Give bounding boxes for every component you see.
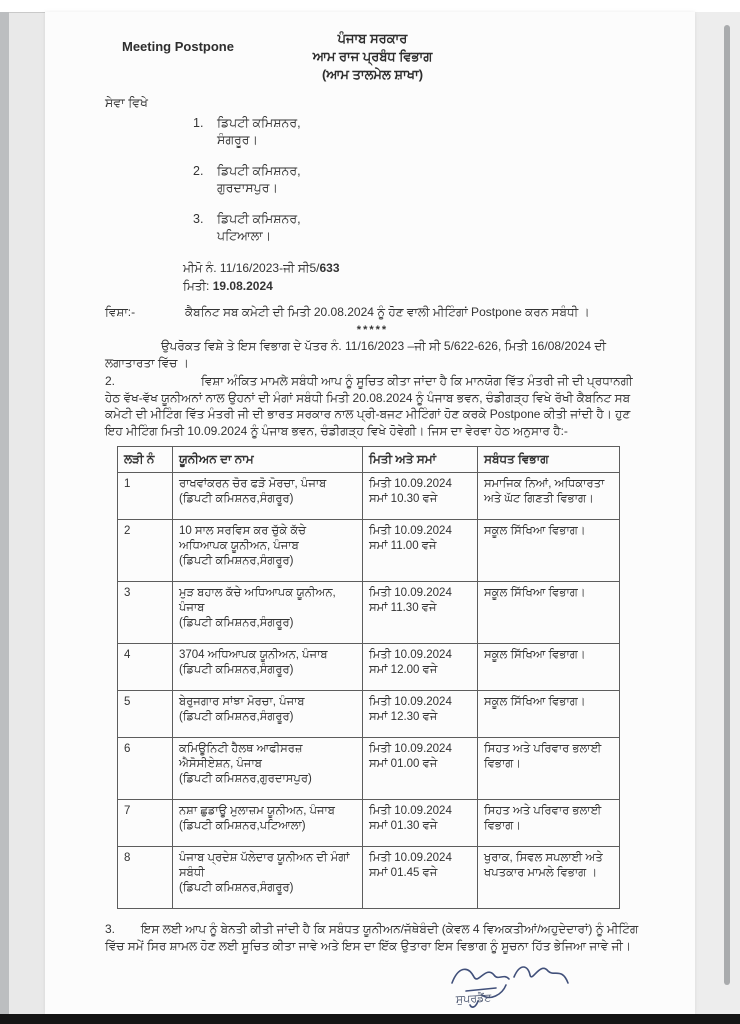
cell-union bbox=[173, 691, 363, 738]
addressee-text bbox=[217, 163, 301, 197]
addressee-title: ਡਿਪਟੀ ਕਮਿਸ਼ਨਰ, bbox=[217, 212, 301, 226]
cell-serial: 1 bbox=[118, 473, 173, 520]
letter-page bbox=[45, 12, 695, 1014]
addressee-district: ਪਟਿਆਲਾ। bbox=[217, 229, 272, 243]
subject-text: ਕੈਬਨਿਟ ਸਬ ਕਮੇਟੀ ਦੀ ਮਿਤੀ 20.08.2024 ਨੂੰ ਹੋਣ ਵਾਲੀ ਮੀਟਿੰਗਾਂ Postpone ਕਰਨ ਸਬੰਧੀ । bbox=[185, 305, 590, 319]
meeting-time: ਸਮਾਂ 01.45 ਵਜੇ bbox=[369, 867, 438, 879]
vertical-scrollbar[interactable] bbox=[724, 25, 730, 985]
union-office: (ਡਿਪਟੀ ਕਮਿਸ਼ਨਰ,ਗੁਰਦਾਸਪੁਰ) bbox=[179, 773, 312, 785]
cell-date-time bbox=[363, 520, 478, 582]
union-office: (ਡਿਪਟੀ ਕਮਿਸ਼ਨਰ,ਸੰਗਰੂਰ) bbox=[179, 617, 294, 629]
separator-stars: ***** bbox=[356, 324, 389, 336]
header-serial: ਲੜੀ ਨੰ bbox=[118, 447, 173, 473]
cell-union bbox=[173, 800, 363, 847]
memo-number-prefix: ਮੀਮੋ ਨੰ. 11/16/2023-ਜੀ ਸੀ5/ bbox=[183, 261, 320, 275]
memo-date bbox=[183, 277, 640, 295]
union-office: (ਡਿਪਟੀ ਕਮਿਸ਼ਨਰ,ਸੰਗਰੂਰ) bbox=[179, 711, 294, 723]
cell-serial: 8 bbox=[118, 847, 173, 909]
subject-label: ਵਿਸ਼ਾ:- bbox=[105, 305, 136, 319]
list-item bbox=[193, 115, 640, 149]
addressee-number: 2. bbox=[193, 164, 204, 178]
memo-block bbox=[183, 259, 640, 295]
cell-date-time bbox=[363, 800, 478, 847]
cell-department: ਸਮਾਜਿਕ ਨਿਆਂ, ਅਧਿਕਾਰਤਾ ਅਤੇ ਘੱਟ ਗਿਣਤੀ ਵਿਭਾਗ। bbox=[478, 473, 620, 520]
addressee-text bbox=[217, 115, 301, 149]
addressee-number: 3. bbox=[193, 212, 204, 226]
cell-date-time bbox=[363, 473, 478, 520]
memo-date-label: ਮਿਤੀ: bbox=[183, 279, 213, 293]
meeting-time: ਸਮਾਂ 10.30 ਵਜੇ bbox=[369, 493, 438, 505]
union-office: (ਡਿਪਟੀ ਕਮਿਸ਼ਨਰ,ਪਟਿਆਲਾ) bbox=[179, 820, 306, 832]
meeting-date: ਮਿਤੀ 10.09.2024 bbox=[369, 525, 452, 537]
union-name: ਪੰਜਾਬ ਪ੍ਰਦੇਸ਼ ਪੱਲੇਦਾਰ ਯੂਨੀਅਨ ਦੀ ਮੰਗਾਂ ਸਬੰਧੀ bbox=[179, 852, 350, 879]
meeting-time: ਸਮਾਂ 11.30 ਵਜੇ bbox=[369, 602, 437, 614]
cell-union bbox=[173, 847, 363, 909]
meeting-date: ਮਿਤੀ 10.09.2024 bbox=[369, 587, 452, 599]
signature bbox=[444, 955, 576, 1013]
scan-left-edge bbox=[0, 12, 9, 1014]
document-tag-label: Meeting Postpone bbox=[122, 39, 234, 54]
signatory-title-text: ਸੁਪਰਡੈਂਟ bbox=[455, 992, 492, 1006]
table-row bbox=[118, 691, 620, 738]
table-row bbox=[118, 473, 620, 520]
meeting-schedule-table bbox=[117, 446, 620, 909]
addressee-text bbox=[217, 211, 301, 245]
header-union-name: ਯੂਨੀਅਨ ਦਾ ਨਾਮ bbox=[173, 447, 363, 473]
paragraph-2-text: ਵਿਸ਼ਾ ਅੰਕਿਤ ਮਾਮਲੇ ਸਬੰਧੀ ਆਪ ਨੂੰ ਸੂਚਿਤ ਕੀਤਾ ਜਾਂਦਾ ਹੈ ਕਿ ਮਾਨਯੋਗ ਵਿੱਤ ਮੰਤਰੀ ਜੀ ਦੀ ਪ੍ਰਧਾਨਗੀ ਹੇਠ ਵੱਖ-ਵੱਖ ਯੂਨੀਅਨਾਂ ਨਾਲ ਉਹਨਾਂ ਦੀ ਮੰਗਾਂ ਸਬੰਧੀ ਮਿਤੀ 20.08.2024 ਨੂੰ ਪੰਜਾਬ ਭਵਨ, ਚੰਡੀਗੜ੍ਹ ਵਿਖੇ ਰੱਖੀ ਕੈਬਨਿਟ ਸਬ ਕਮੇਟੀ ਦੀ ਮੀਟਿੰਗ ਵਿੱਤ ਮੰਤਰੀ ਜੀ ਦੀ ਭਾਰਤ ਸਰਕਾਰ ਨਾਲ ਪ੍ਰੀ-ਬਜਟ ਮੀਟਿੰਗਾਂ ਹੋਣ ਕਰਕੇ Postpone ਕੀਤੀ ਜਾਂਦੀ ਹੈ। ਹੁਣ ਇਹ ਮੀਟਿੰਗ ਮਿਤੀ 10.09.2024 ਨੂੰ ਪੰਜਾਬ ਭਵਨ, ਚੰਡੀਗੜ੍ਹ ਵਿਖੇ ਹੋਵੇਗੀ। ਜਿਸ ਦਾ ਵੇਰਵਾ ਹੇਠ ਅਨੁਸਾਰ ਹੈ:- bbox=[105, 374, 633, 438]
union-office: (ਡਿਪਟੀ ਕਮਿਸ਼ਨਰ,ਸੰਗਰੂਰ) bbox=[179, 555, 294, 567]
meeting-date: ਮਿਤੀ 10.09.2024 bbox=[369, 696, 452, 708]
paragraph-2-number: 2. bbox=[105, 374, 116, 388]
cell-union bbox=[173, 582, 363, 644]
table-row bbox=[118, 800, 620, 847]
union-name: ਮੁੜ ਬਹਾਲ ਕੱਚੇ ਅਧਿਆਪਕ ਯੂਨੀਅਨ, ਪੰਜਾਬ bbox=[179, 587, 336, 614]
union-name: ਬੇਰੁਜਗਾਰ ਸਾਂਝਾ ਮੋਰਚਾ, ਪੰਜਾਬ bbox=[179, 696, 305, 708]
list-item bbox=[193, 211, 640, 245]
cell-date-time bbox=[363, 644, 478, 691]
addressee-list bbox=[193, 115, 640, 245]
memo-number-serial: 633 bbox=[319, 261, 340, 275]
table-row bbox=[118, 520, 620, 582]
cell-date-time bbox=[363, 847, 478, 909]
addressee-title: ਡਿਪਟੀ ਕਮਿਸ਼ਨਰ, bbox=[217, 164, 301, 178]
meeting-date: ਮਿਤੀ 10.09.2024 bbox=[369, 649, 452, 661]
letterhead-government: ਪੰਜਾਬ ਸਰਕਾਰ bbox=[337, 31, 408, 46]
cell-date-time bbox=[363, 738, 478, 800]
cell-serial: 4 bbox=[118, 644, 173, 691]
cell-union bbox=[173, 473, 363, 520]
paragraph-3-text: ਇਸ ਲਈ ਆਪ ਨੂੰ ਬੇਨਤੀ ਕੀਤੀ ਜਾਂਦੀ ਹੈ ਕਿ ਸਬੰਧਤ ਯੂਨੀਅਨ/ਜੱਥੇਬੰਦੀ (ਕੇਵਲ 4 ਵਿਅਕਤੀਆਂ/ਅਹੁਦੇਦਾਰਾਂ) ਨੂੰ ਮੀਟਿੰਗ ਵਿੱਚ ਸਮੇਂ ਸਿਰ ਸ਼ਾਮਲ ਹੋਣ ਲਈ ਸੂਚਿਤ ਕੀਤਾ ਜਾਵੇ ਅਤੇ ਇਸ ਦਾ ਇੱਕ ਉਤਾਰਾ ਇਸ ਵਿਭਾਗ ਨੂੰ ਸੂਚਨਾ ਹਿੱਤ ਭੇਜਿਆ ਜਾਵੇ ਜੀ। bbox=[105, 922, 639, 953]
addressee-district: ਗੁਰਦਾਸਪੁਰ। bbox=[217, 181, 278, 195]
signature-block bbox=[105, 955, 576, 1013]
union-name: ਨਸ਼ਾ ਛੁਡਾਊ ਮੁਲਾਜ਼ਮ ਯੂਨੀਅਨ, ਪੰਜਾਬ bbox=[179, 805, 335, 817]
cell-union bbox=[173, 520, 363, 582]
meeting-date: ਮਿਤੀ 10.09.2024 bbox=[369, 805, 452, 817]
salutation: ਸੇਵਾ ਵਿਖੇ bbox=[105, 96, 148, 110]
paragraph-3-number: 3. bbox=[105, 922, 116, 936]
union-name: 10 ਸਾਲ ਸਰਵਿਸ ਕਰ ਚੁੱਕੇ ਕੱਚੇ ਅਧਿਆਪਕ ਯੂਨੀਅਨ, ਪੰਜਾਬ bbox=[179, 525, 306, 552]
cell-department: ਸਕੂਲ ਸਿੱਖਿਆ ਵਿਭਾਗ। bbox=[478, 582, 620, 644]
meeting-time: ਸਮਾਂ 11.00 ਵਜੇ bbox=[369, 540, 437, 552]
meeting-time: ਸਮਾਂ 12.00 ਵਜੇ bbox=[369, 664, 438, 676]
cell-date-time bbox=[363, 582, 478, 644]
union-name: 3704 ਅਧਿਆਪਕ ਯੂਨੀਅਨ, ਪੰਜਾਬ bbox=[179, 649, 328, 661]
header-department: ਸਬੰਧਤ ਵਿਭਾਗ bbox=[478, 447, 620, 473]
table-header-row bbox=[118, 447, 620, 473]
cell-union bbox=[173, 644, 363, 691]
addressee-title: ਡਿਪਟੀ ਕਮਿਸ਼ਨਰ, bbox=[217, 116, 301, 130]
cell-serial: 6 bbox=[118, 738, 173, 800]
paragraph-1: ਉਪਰੋਕਤ ਵਿਸ਼ੇ ਤੇ ਇਸ ਵਿਭਾਗ ਦੇ ਪੱਤਰ ਨੰ. 11/16/2023 –ਜੀ ਸੀ 5/622-626, ਮਿਤੀ 16/08/2024 ਦੀ ਲਗਾਤਾਰਤਾ ਵਿੱਚ । bbox=[105, 339, 606, 370]
meeting-date: ਮਿਤੀ 10.09.2024 bbox=[369, 743, 452, 755]
meeting-date: ਮਿਤੀ 10.09.2024 bbox=[369, 478, 452, 490]
cell-union bbox=[173, 738, 363, 800]
scan-bottom-edge bbox=[0, 1014, 740, 1024]
cell-date-time bbox=[363, 691, 478, 738]
cell-department: ਸਕੂਲ ਸਿੱਖਿਆ ਵਿਭਾਗ। bbox=[478, 691, 620, 738]
paragraph-2 bbox=[105, 373, 640, 439]
list-item bbox=[193, 163, 640, 197]
scan-right-gutter bbox=[695, 12, 740, 1014]
union-office: (ਡਿਪਟੀ ਕਮਿਸ਼ਨਰ,ਸੰਗਰੂਰ) bbox=[179, 493, 294, 505]
letterhead-branch: (ਆਮ ਤਾਲਮੇਲ ਸ਼ਾਖਾ) bbox=[321, 67, 424, 82]
meeting-time: ਸਮਾਂ 01.30 ਵਜੇ bbox=[369, 820, 438, 832]
meeting-time: ਸਮਾਂ 12.30 ਵਜੇ bbox=[369, 711, 438, 723]
meeting-date: ਮਿਤੀ 10.09.2024 bbox=[369, 852, 452, 864]
header-date-time: ਮਿਤੀ ਅਤੇ ਸਮਾਂ bbox=[363, 447, 478, 473]
letterhead-department: ਆਮ ਰਾਜ ਪ੍ਰਬੰਧ ਵਿਭਾਗ bbox=[312, 49, 433, 64]
cell-department: ਸਿਹਤ ਅਤੇ ਪਰਿਵਾਰ ਭਲਾਈ ਵਿਭਾਗ। bbox=[478, 800, 620, 847]
cell-serial: 7 bbox=[118, 800, 173, 847]
subject-row bbox=[105, 304, 640, 320]
addressee-number: 1. bbox=[193, 116, 204, 130]
handwritten-signature-icon bbox=[444, 955, 576, 1013]
meeting-time: ਸਮਾਂ 01.00 ਵਜੇ bbox=[369, 758, 438, 770]
table-row bbox=[118, 644, 620, 691]
cell-serial: 2 bbox=[118, 520, 173, 582]
cell-department: ਸਕੂਲ ਸਿੱਖਿਆ ਵਿਭਾਗ। bbox=[478, 644, 620, 691]
cell-serial: 3 bbox=[118, 582, 173, 644]
table-row bbox=[118, 847, 620, 909]
cell-department: ਖੁਰਾਕ, ਸਿਵਲ ਸਪਲਾਈ ਅਤੇ ਖਪਤਕਾਰ ਮਾਮਲੇ ਵਿਭਾਗ । bbox=[478, 847, 620, 909]
union-office: (ਡਿਪਟੀ ਕਮਿਸ਼ਨਰ,ਸੰਗਰੂਰ) bbox=[179, 664, 294, 676]
table-row bbox=[118, 738, 620, 800]
memo-date-value: 19.08.2024 bbox=[212, 279, 273, 293]
union-name: ਰਾਖਵਾਂਕਰਨ ਚੋਰ ਫੜੋ ਮੋਰਚਾ, ਪੰਜਾਬ bbox=[179, 478, 327, 490]
cell-department: ਸਿਹਤ ਅਤੇ ਪਰਿਵਾਰ ਭਲਾਈ ਵਿਭਾਗ। bbox=[478, 738, 620, 800]
cell-serial: 5 bbox=[118, 691, 173, 738]
memo-number bbox=[183, 259, 640, 277]
addressee-district: ਸੰਗਰੂਰ। bbox=[217, 133, 258, 147]
union-name: ਕਮਿਊਨਿਟੀ ਹੈਲਥ ਆਫੀਸਰਜ਼ ਐਸੋਸੀਏਸ਼ਨ, ਪੰਜਾਬ bbox=[179, 743, 303, 770]
cell-department: ਸਕੂਲ ਸਿੱਖਿਆ ਵਿਭਾਗ। bbox=[478, 520, 620, 582]
union-office: (ਡਿਪਟੀ ਕਮਿਸ਼ਨਰ,ਸੰਗਰੂਰ) bbox=[179, 882, 294, 894]
table-row bbox=[118, 582, 620, 644]
paragraph-3 bbox=[105, 921, 640, 955]
